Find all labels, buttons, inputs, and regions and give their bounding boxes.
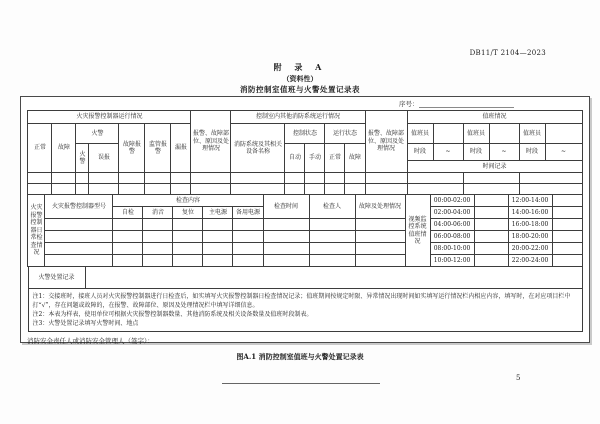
blank-cell <box>463 184 519 195</box>
time-slot: 04:00-06:00 <box>430 219 474 231</box>
time-slot: 08:00-10:00 <box>430 243 474 255</box>
blank-cell <box>173 243 203 255</box>
slot-entry-cell <box>474 195 508 207</box>
blank-cell <box>89 184 119 195</box>
blank-cell <box>263 255 309 267</box>
header-check-item: 消音 <box>143 207 173 219</box>
header-fault: 故障 <box>52 124 76 173</box>
blank-cell <box>119 173 145 184</box>
header-check-time: 检查时间 <box>263 195 309 219</box>
blank-cell <box>28 184 52 195</box>
table-row <box>28 243 582 255</box>
signature-row <box>21 332 589 348</box>
header-period-1: 时段 <box>407 144 433 161</box>
header-normal: 正常 <box>28 124 52 173</box>
header-time-record: 时间记录 <box>407 161 582 173</box>
notes-cell <box>28 289 582 332</box>
blank-cell <box>119 184 145 195</box>
duty-member-1-cell <box>433 124 463 144</box>
blank-cell <box>89 173 119 184</box>
blank-cell <box>173 255 203 267</box>
time-slot: 10:00-12:00 <box>430 255 474 267</box>
blank-cell <box>519 184 582 195</box>
header-fire-sub: 火警 <box>76 144 89 173</box>
blank-cell <box>263 243 309 255</box>
blank-cell <box>233 243 263 255</box>
serial-blank-line <box>419 101 514 108</box>
blank-cell <box>143 219 173 231</box>
slot-entry-cell <box>474 219 508 231</box>
blank-cell <box>173 231 203 243</box>
blank-cell <box>355 219 405 231</box>
serial-label: 序号： <box>399 100 419 108</box>
blank-cell <box>145 184 171 195</box>
time-slot: 02:00-04:00 <box>430 207 474 219</box>
blank-cell <box>305 184 325 195</box>
appendix-title: 附 录 A <box>273 62 327 72</box>
header-duty-group: 值班情况 <box>407 111 582 124</box>
blank-cell <box>45 231 113 243</box>
time-slot: 22:00-24:00 <box>508 255 552 267</box>
form-frame <box>20 96 590 343</box>
blank-cell <box>407 173 463 184</box>
blank-cell <box>45 219 113 231</box>
slot-entry-cell <box>474 231 508 243</box>
blank-cell <box>231 184 285 195</box>
header-period-3: 时段 <box>519 144 545 161</box>
blank-cell <box>52 173 76 184</box>
time-slot: 18:00-20:00 <box>508 231 552 243</box>
blank-cell <box>113 255 143 267</box>
duty-member-3-cell <box>545 124 582 144</box>
header-alarm-detail-2: 报警、故障部位、原因及处理情况 <box>365 111 407 173</box>
period-2-tilde: ~ <box>489 144 519 161</box>
period-1-tilde: ~ <box>433 144 463 161</box>
fire-handling-label: 火警处置记录 <box>28 267 85 289</box>
slot-entry-cell <box>474 255 508 267</box>
notes-table <box>28 288 583 332</box>
slot-entry-cell <box>552 243 582 255</box>
blank-cell <box>203 255 233 267</box>
table-row <box>28 184 582 195</box>
header-supervisory-alarm: 监管报警 <box>145 124 171 173</box>
time-slot: 16:00-18:00 <box>508 219 552 231</box>
note-3: 注3：火警处置记录填写火警时间、地点 <box>32 320 139 327</box>
slot-entry-cell <box>552 207 582 219</box>
blank-cell <box>52 184 76 195</box>
header-check-item: 复位 <box>173 207 203 219</box>
daily-check-side-label: 火灾报警控制器日常检查情况 <box>28 195 45 267</box>
blank-cell <box>345 184 365 195</box>
blank-cell <box>407 184 463 195</box>
time-slot: 12:00-14:00 <box>508 195 552 207</box>
note-2: 注2：本表为样表，使用单位可根据火灾报警控制器数量、其他消防系统及相关设备数量及值班时段制表。 <box>32 311 313 318</box>
blank-cell <box>113 243 143 255</box>
blank-cell <box>203 243 233 255</box>
header-check-item: 自检 <box>113 207 143 219</box>
blank-cell <box>231 173 285 184</box>
header-fault-handling: 故障及处理情况 <box>355 195 405 219</box>
blank-cell <box>76 173 89 184</box>
slot-entry-cell <box>552 231 582 243</box>
header-checker: 检查人 <box>309 195 355 219</box>
time-slot: 14:00-16:00 <box>508 207 552 219</box>
blank-cell <box>173 219 203 231</box>
slot-entry-cell <box>474 243 508 255</box>
header-alarm-detail-1: 报警、故障部位、原因及处理情况 <box>191 111 231 173</box>
daily-check-table <box>27 194 582 267</box>
blank-cell <box>233 231 263 243</box>
blank-cell <box>45 243 113 255</box>
header-fault-alarm: 故障报警 <box>119 124 145 173</box>
header-check-item: 备用电源 <box>233 207 263 219</box>
serial-row <box>21 97 589 110</box>
header-controller-group: 火灾报警控制器运行情况 <box>28 111 191 124</box>
header-manual: 手动 <box>305 144 325 173</box>
slot-entry-cell <box>552 255 582 267</box>
blank-cell <box>365 184 407 195</box>
blank-cell <box>309 243 355 255</box>
blank-cell <box>203 219 233 231</box>
header-duty-member-1: 值班员 <box>407 124 433 144</box>
blank-cell <box>325 184 345 195</box>
blank-cell <box>263 231 309 243</box>
time-slot: 06:00-08:00 <box>430 231 474 243</box>
blank-cell <box>191 184 231 195</box>
header-auto: 自动 <box>285 144 305 173</box>
blank-cell <box>463 173 519 184</box>
blank-cell <box>143 243 173 255</box>
video-duty-side-label: 视频监控系统值班情况 <box>405 195 430 267</box>
fire-handling-table <box>28 266 583 289</box>
blank-cell <box>171 173 191 184</box>
blank-cell <box>309 231 355 243</box>
table-row <box>28 173 582 184</box>
header-duty-member-2: 值班员 <box>463 124 489 144</box>
blank-cell <box>345 173 365 184</box>
slot-entry-cell <box>552 195 582 207</box>
page-number: 5 <box>516 374 521 382</box>
blank-cell <box>309 255 355 267</box>
slot-entry-cell <box>474 207 508 219</box>
blank-cell <box>171 184 191 195</box>
table-row <box>28 219 582 231</box>
blank-cell <box>233 219 263 231</box>
header-fire-group: 火警 <box>76 124 119 144</box>
header-other-group: 控制室内其他消防系统运行情况 <box>231 111 365 124</box>
figure-caption: 图A.1 消防控制室值班与火警处置记录表 <box>236 352 364 361</box>
duty-member-2-cell <box>489 124 519 144</box>
period-3-tilde: ~ <box>545 144 582 161</box>
header-control-state: 控制状态 <box>285 124 325 144</box>
blank-cell <box>263 219 309 231</box>
table-row <box>28 255 582 267</box>
controller-status-table <box>27 110 582 195</box>
header-check-content: 检查内容 <box>113 195 263 207</box>
time-slot: 20:00-22:00 <box>508 243 552 255</box>
table-row <box>28 231 582 243</box>
blank-cell <box>365 173 407 184</box>
note-1: 注1：交接班时，接班人员对火灾报警控制器进行日检查后，如实填写火灾报警控制器日检查情况记录；值班期间按规定时限、异常情况出现时间如实填写运行情况栏内相应内容，填写时，在对应项目栏中打“√”，存在问题或故障的，在报警、故障部位、原因及处理情况栏中填写详细信息。 <box>32 293 571 309</box>
blank-cell <box>45 255 113 267</box>
blank-cell <box>285 184 305 195</box>
signature-label: 消防安全责任人或消防安全管理人（签字）： <box>27 337 154 345</box>
time-slot: 00:00-02:00 <box>430 195 474 207</box>
blank-cell <box>28 173 52 184</box>
header-run-fault: 故障 <box>345 144 365 173</box>
blank-cell <box>76 184 89 195</box>
header-false-alarm: 误报 <box>89 144 119 173</box>
blank-cell <box>113 231 143 243</box>
blank-cell <box>285 173 305 184</box>
blank-cell <box>309 219 355 231</box>
blank-cell <box>325 173 345 184</box>
blank-cell <box>519 173 582 184</box>
blank-cell <box>233 255 263 267</box>
footer-rule <box>222 383 380 384</box>
fire-handling-entry-cell <box>85 267 582 289</box>
blank-cell <box>113 219 143 231</box>
form-title: 消防控制室值班与火警处置记录表 <box>240 85 360 94</box>
blank-cell <box>355 243 405 255</box>
blank-cell <box>355 231 405 243</box>
standard-code: DB11/T 2104—2023 <box>469 49 546 57</box>
blank-cell <box>191 173 231 184</box>
blank-cell <box>305 173 325 184</box>
header-run-normal: 正常 <box>325 144 345 173</box>
header-period-2: 时段 <box>463 144 489 161</box>
blank-cell <box>143 255 173 267</box>
blank-cell <box>355 255 405 267</box>
header-duty-member-3: 值班员 <box>519 124 545 144</box>
header-missed-alarm: 漏报 <box>171 124 191 173</box>
blank-cell <box>143 231 173 243</box>
blank-cell <box>145 173 171 184</box>
header-controller-model: 火灾报警控制器型号 <box>45 195 113 219</box>
header-check-item: 主电源 <box>203 207 233 219</box>
appendix-type: （资料性） <box>282 74 318 83</box>
blank-cell <box>203 231 233 243</box>
header-run-state: 运行状态 <box>325 124 365 144</box>
header-system-name: 消防系统及其相关设备名称 <box>231 124 285 173</box>
slot-entry-cell <box>552 219 582 231</box>
